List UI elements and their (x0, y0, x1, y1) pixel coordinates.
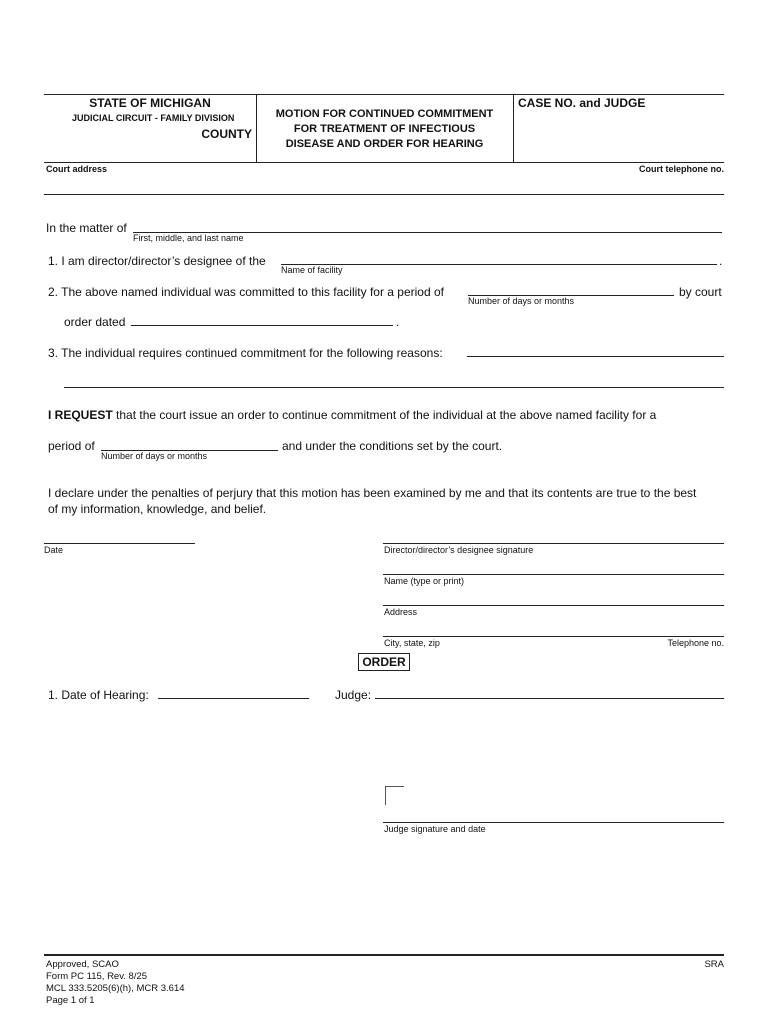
judge-signature-field[interactable] (383, 822, 724, 823)
facility-name-field[interactable] (281, 264, 717, 265)
director-signature-caption: Director/director’s designee signature (384, 545, 534, 555)
hearing-date-field[interactable] (158, 698, 309, 699)
item2-text: 2. The above named individual was committed to this facility for a period of (48, 285, 444, 299)
request-bold: I REQUEST (48, 408, 113, 422)
order-dated-field[interactable] (131, 325, 393, 326)
judge-field[interactable] (375, 698, 724, 699)
footer-statute: MCL 333.5205(6)(h), MCR 3.614 (46, 983, 185, 994)
item3-text: 3. The individual requires continued commitment for the following reasons: (48, 346, 443, 360)
county-label: COUNTY (201, 127, 252, 141)
judge-label: Judge: (335, 688, 372, 702)
request-period-label: period of (48, 439, 95, 453)
telephone-caption: Telephone no. (667, 638, 724, 648)
director-signature-field[interactable] (383, 543, 724, 544)
city-state-zip-caption: City, state, zip (384, 638, 440, 648)
request-rest: that the court issue an order to continue commitment of the individual at the above named facility for a (112, 408, 657, 422)
form-title-line1: MOTION FOR CONTINUED COMMITMENT (275, 108, 494, 120)
court-address-label: Court address (46, 164, 108, 174)
form-title-line2: FOR TREATMENT OF INFECTIOUS (293, 123, 476, 135)
commit-period-caption: Number of days or months (468, 296, 575, 306)
footer-form-no: Form PC 115, Rev. 8/25 (46, 971, 148, 982)
date-field[interactable] (44, 543, 195, 544)
footer-sra: SRA (704, 959, 724, 970)
state-title: STATE OF MICHIGAN (89, 96, 211, 110)
request-suffix: and under the conditions set by the court. (282, 439, 503, 453)
court-address-rule (44, 194, 724, 195)
footer-page: Page 1 of 1 (46, 995, 95, 1006)
order-dated-label: order dated (64, 315, 126, 329)
name-print-field[interactable] (383, 574, 724, 575)
matter-name-caption: First, middle, and last name (133, 233, 244, 243)
reasons-field-line1[interactable] (467, 356, 724, 357)
footer-rule (44, 954, 724, 956)
order-dated-period: . (396, 315, 400, 329)
address-field[interactable] (383, 605, 724, 606)
item1-period: . (719, 254, 723, 268)
address-caption: Address (384, 607, 418, 617)
date-caption: Date (44, 545, 64, 555)
circuit-label: JUDICIAL CIRCUIT - FAMILY DIVISION (72, 113, 235, 123)
declaration-line2: of my information, knowledge, and belief. (48, 502, 267, 516)
hearing-date-label: 1. Date of Hearing: (48, 688, 149, 702)
reasons-field-line2[interactable] (64, 387, 724, 388)
item1-text: 1. I am director/director’s designee of the (48, 254, 266, 268)
declaration-line1: I declare under the penalties of perjury that this motion has been examined by me and that its contents are true to the best (48, 486, 697, 500)
header-divider-2 (513, 94, 514, 162)
city-state-zip-field[interactable] (383, 636, 724, 637)
judge-signature-caption: Judge signature and date (384, 824, 486, 834)
order-heading: ORDER (358, 653, 410, 671)
header-top-rule (44, 94, 724, 95)
name-print-caption: Name (type or print) (384, 576, 465, 586)
header-bottom-rule (44, 162, 724, 163)
case-no-label: CASE NO. and JUDGE (518, 96, 646, 110)
item2-suffix: by court (679, 285, 722, 299)
form-title-line3: DISEASE AND ORDER FOR HEARING (285, 138, 484, 150)
court-phone-label: Court telephone no. (639, 164, 724, 174)
seal-corner-mark (385, 786, 404, 805)
request-period-caption: Number of days or months (101, 451, 208, 461)
footer-approved: Approved, SCAO (46, 959, 119, 970)
request-line1 (48, 408, 656, 422)
facility-name-caption: Name of facility (281, 265, 343, 275)
matter-label: In the matter of (46, 221, 127, 235)
